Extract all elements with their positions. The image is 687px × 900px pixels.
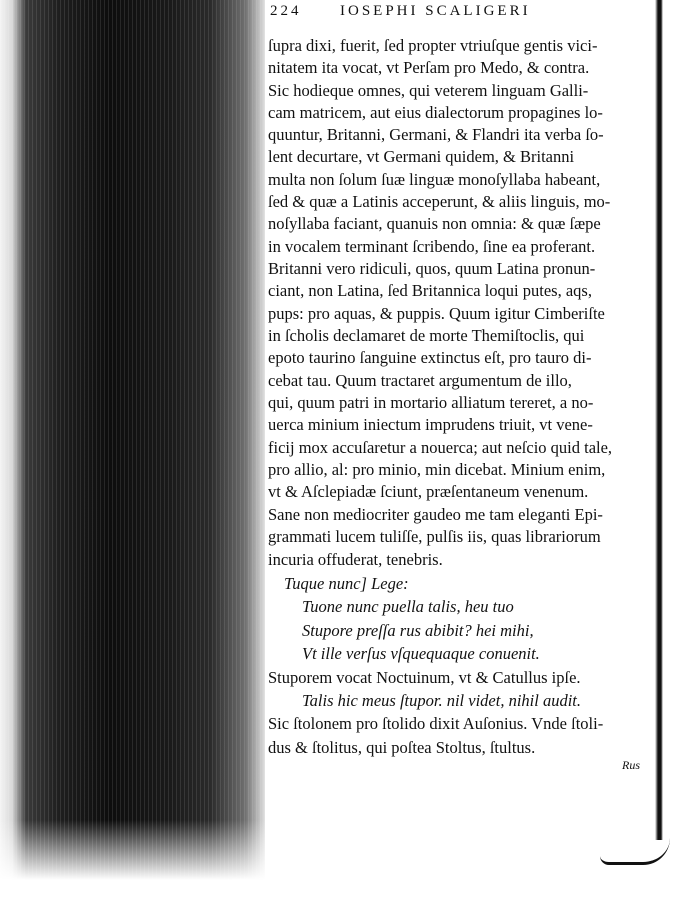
text-line: Tuone nunc puella talis, heu tuo: [302, 597, 514, 616]
text-line: pups: pro aquas, & puppis. Quum igitur Cimberiſte: [268, 304, 605, 323]
text-line: ficij mox accuſaretur a nouerca; aut neſcio quid tale,: [268, 438, 613, 457]
text-line: cam matricem, aut eius dialectorum propagines lo-: [268, 103, 603, 122]
text-line: ſupra dixi, fuerit, ſed propter vtriuſque gentis vici-: [268, 36, 598, 55]
text-line: vt & Aſclepiadæ ſciunt, præſentaneum venenum.: [268, 482, 589, 501]
running-title: IOSEPHI SCALIGERI: [340, 3, 531, 19]
text-line: pro allio, al: pro minio, min dicebat. Minium enim,: [268, 460, 606, 479]
catchword: Rus: [622, 758, 640, 772]
text-line: qui, quum patri in mortario alliatum tereret, a no-: [268, 393, 594, 412]
text-line: epoto taurino ſanguine extinctus eſt, pro tauro di-: [268, 348, 592, 367]
text-line: dus & ſtolitus, qui poſtea Stoltus, ſtultus.: [268, 738, 536, 757]
text-line: ciant, non Latina, ſed Britannica loqui putes, aqs,: [268, 281, 592, 300]
text-line: Talis hic meus ſtupor. nil videt, nihil audit.: [302, 691, 581, 710]
text-line: Stuporem vocat Noctuinum, vt & Catullus ipſe.: [268, 668, 581, 687]
text-line: ſed & quæ a Latinis acceperunt, & aliis linguis, mo-: [268, 192, 611, 211]
page-curl: [600, 838, 670, 865]
text-line: Vt ille verſus vſquequaque conuenit.: [302, 644, 540, 663]
text-line: incuria offuderat, tenebris.: [268, 550, 443, 569]
text-line: uerca minium iniectum imprudens triuit, vt vene-: [268, 415, 593, 434]
text-line: multa non ſolum ſuæ linguæ monoſyllaba habeant,: [268, 170, 601, 189]
text-line: nitatem ita vocat, vt Perſam pro Medo, & contra.: [268, 58, 590, 77]
text-line: Sic ſtolonem pro ſtolido dixit Auſonius. Vnde ſtoli-: [268, 714, 604, 733]
text-line: Sic hodieque omnes, qui veterem linguam Galli-: [268, 81, 589, 100]
text-line: Britanni vero ridiculi, quos, quum Latina pronun-: [268, 259, 596, 278]
text-line: cebat tau. Quum tractaret argumentum de illo,: [268, 371, 572, 390]
text-line: in vocalem terminant ſcribendo, ſine ea proferant.: [268, 237, 596, 256]
spine-fade: [0, 820, 265, 900]
running-head: [270, 3, 650, 25]
text-line: Tuque nunc] Lege:: [284, 574, 409, 593]
text-line: noſyllaba faciant, quanuis non omnia: & quæ ſæpe: [268, 214, 601, 233]
text-line: Stupore preſſa rus abibit? hei mihi,: [302, 621, 534, 640]
text-line: lent decurtare, vt Germani quidem, & Britanni: [268, 147, 575, 166]
text-line: Sane non mediocriter gaudeo me tam eleganti Epi-: [268, 505, 603, 524]
book-page: [262, 0, 658, 840]
text-line: grammati lucem tuliſſe, pulſis iis, quas librariorum: [268, 527, 601, 546]
text-line: in ſcholis declamaret de morte Themiſtoclis, qui: [268, 326, 585, 345]
page-number: 224: [270, 3, 302, 19]
text-line: quuntur, Britanni, Germani, & Flandri ita verba ſo-: [268, 125, 604, 144]
book-spine-shadow: [0, 0, 265, 900]
